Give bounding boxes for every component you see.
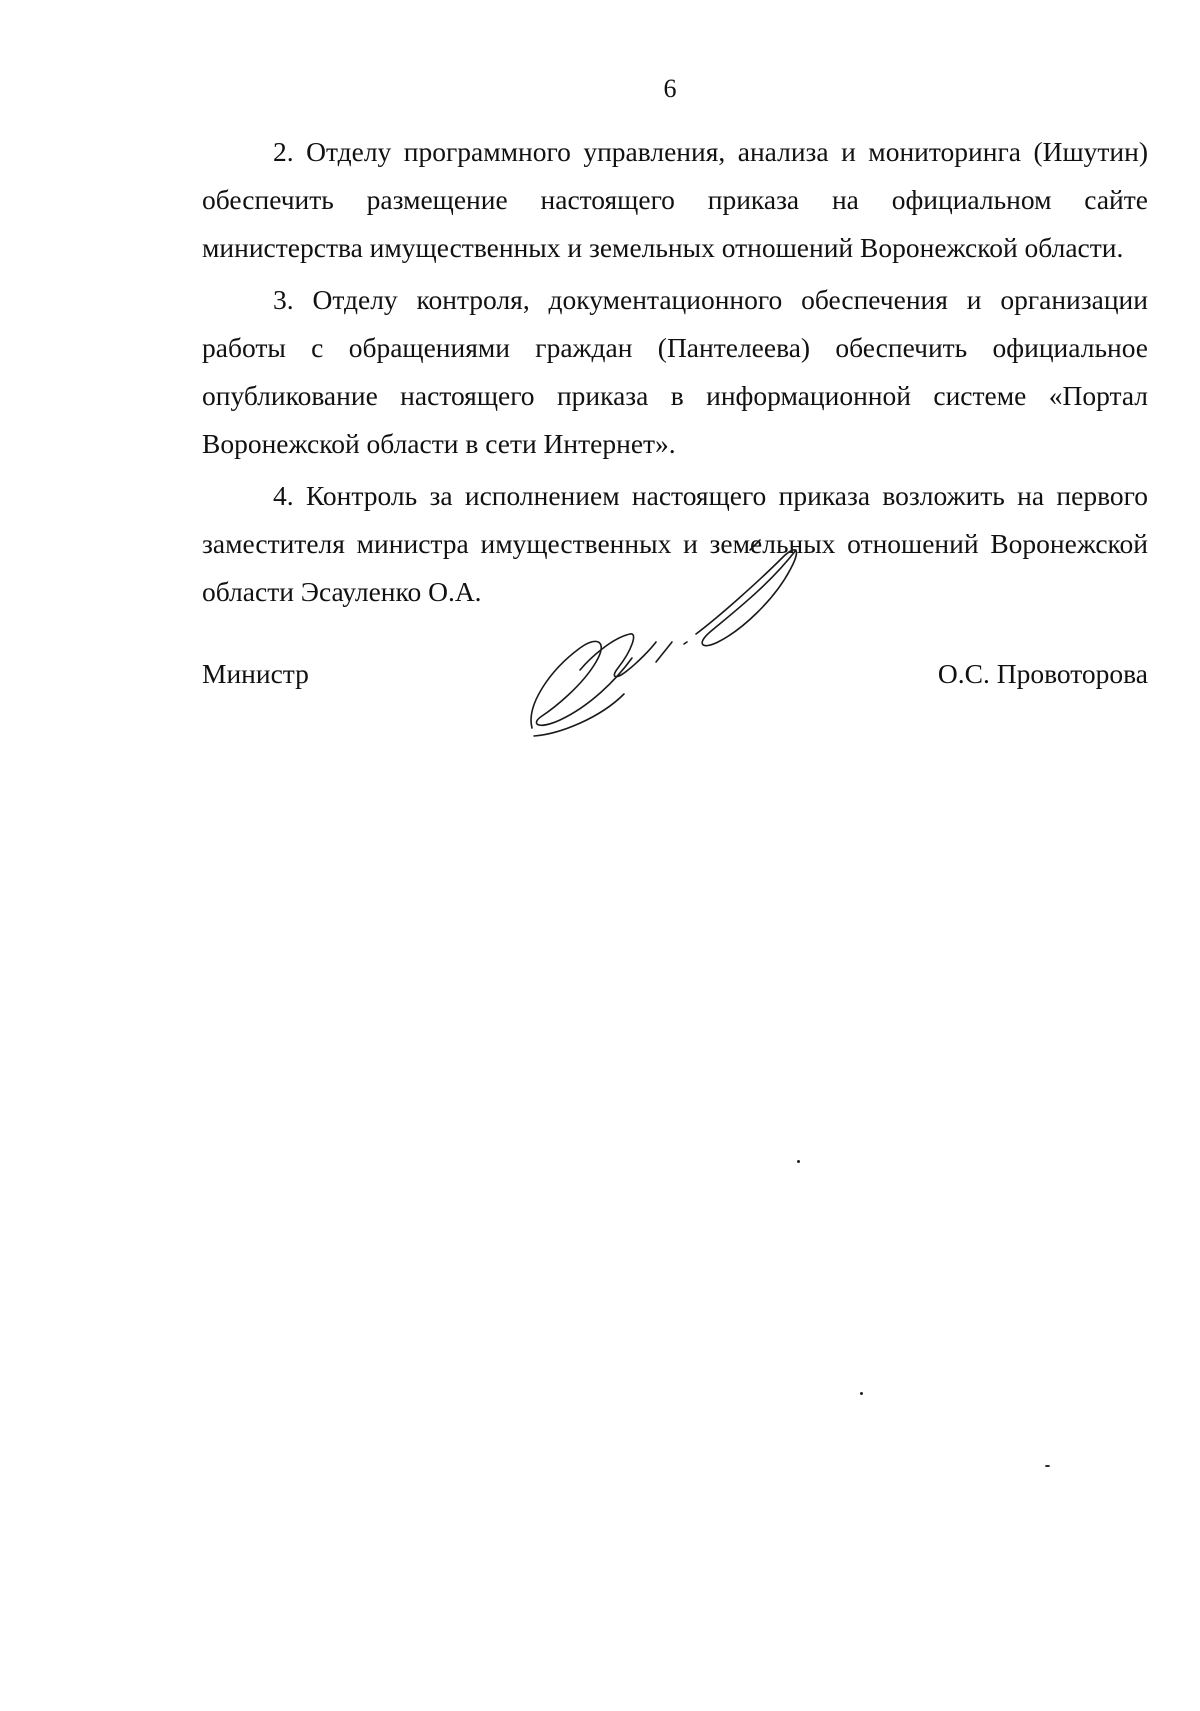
page-number: 6 bbox=[663, 74, 677, 103]
scan-speck bbox=[860, 1392, 863, 1395]
paragraph-3: 3. Отделу контроля, документационного обеспечения и организации работы с обращениями граждан (Пантелеева) обеспечить официальное опубликование настоящего приказа в информационной системе «Портал Воронежской области в сети Интернет». bbox=[202, 284, 1148, 459]
scan-speck bbox=[1045, 1465, 1050, 1467]
scan-speck bbox=[797, 1160, 800, 1163]
paragraph-2: 2. Отделу программного управления, анализа и мониторинга (Ишутин) обеспечить размещение настоящего приказа на официальном сайте министерства имущественных и земельных отношений Воронежской области. bbox=[202, 136, 1148, 263]
signer-position: Министр bbox=[202, 658, 309, 689]
signer-name: О.С. Провоторова bbox=[937, 658, 1148, 689]
paragraph-4: 4. Контроль за исполнением настоящего приказа возложить на первого заместителя министра имущественных и земельных отношений Воронежской области Эсауленко О.А. bbox=[202, 480, 1148, 607]
handwritten-signature bbox=[520, 530, 830, 750]
